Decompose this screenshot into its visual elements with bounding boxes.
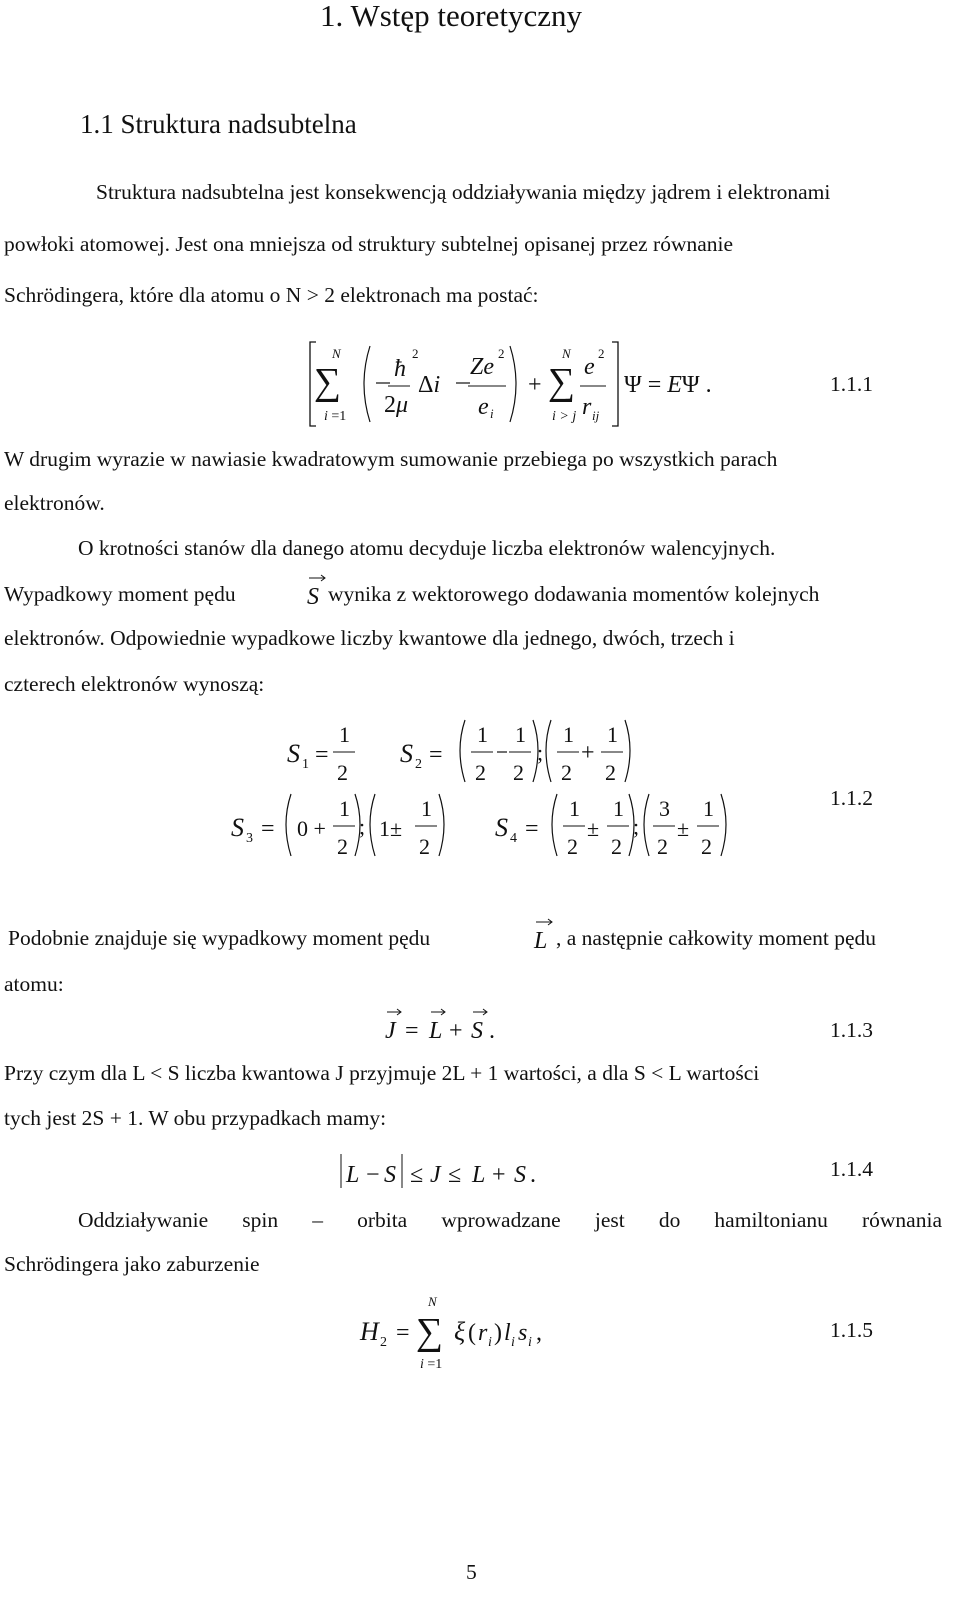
svg-text:1: 1 [515, 722, 526, 747]
svg-text:∑: ∑ [548, 361, 576, 403]
svg-text:S: S [384, 1162, 396, 1188]
svg-text:l: l [504, 1320, 511, 1346]
svg-text:(: ( [468, 1320, 476, 1346]
para2-line2: elektronów. [4, 491, 105, 515]
para1-line1: Struktura nadsubtelna jest konsekwencją oddziaływania między jądrem i elektronami [96, 180, 831, 204]
svg-text:ξ: ξ [454, 1317, 466, 1346]
svg-text:S: S [400, 739, 413, 768]
svg-text:=: = [405, 1018, 419, 1044]
svg-text:4: 4 [510, 831, 517, 846]
para3-line2a: Wypadkowy moment pędu [4, 582, 236, 606]
eq5-number: 1.1.5 [830, 1318, 873, 1342]
chapter-heading: 1. Wstęp teoretyczny [320, 0, 582, 33]
svg-text:.: . [489, 1018, 495, 1044]
eq2-number: 1.1.2 [830, 786, 873, 810]
svg-text:S: S [287, 739, 300, 768]
svg-text:S: S [231, 813, 244, 842]
svg-text:1: 1 [607, 722, 618, 747]
para6-line1 [78, 1208, 942, 1233]
svg-text:;: ; [537, 740, 544, 765]
section-heading: 1.1 Struktura nadsubtelna [80, 109, 357, 139]
svg-text:S: S [471, 1018, 483, 1044]
svg-text:S: S [495, 813, 508, 842]
svg-text:±: ± [677, 816, 690, 841]
svg-text:=: = [261, 816, 275, 842]
para5-line2: tych jest 2S + 1. W obu przypadkach mamy: [4, 1106, 387, 1130]
svg-text:1±: 1± [379, 816, 403, 841]
eq3-number: 1.1.3 [830, 1018, 873, 1042]
svg-text:=: = [429, 742, 443, 768]
para3-line3: elektronów. Odpowiednie wypadkowe liczby kwantowe dla jednego, dwóch, trzech i [4, 626, 735, 650]
svg-text:Ψ = EΨ .: Ψ = EΨ . [624, 372, 712, 398]
svg-text:s: s [518, 1320, 528, 1346]
svg-text:2: 2 [561, 760, 572, 785]
svg-text:2: 2 [567, 834, 578, 859]
svg-text:1: 1 [421, 796, 432, 821]
svg-text:≤: ≤ [410, 1162, 424, 1188]
svg-text:2: 2 [701, 834, 712, 859]
svg-text:1: 1 [339, 796, 350, 821]
eq1-number: 1.1.1 [830, 372, 873, 396]
equation-1-1-3 [383, 1006, 543, 1050]
svg-text:2: 2 [605, 760, 616, 785]
svg-text:J: J [430, 1162, 441, 1188]
svg-text:2: 2 [498, 346, 505, 361]
svg-text:3: 3 [659, 796, 670, 821]
svg-text:1: 1 [569, 796, 580, 821]
svg-text:ħ: ħ [394, 356, 406, 382]
para4-line1b: , a następnie całkowity moment pędu [556, 926, 877, 950]
svg-text:0 +: 0 + [297, 816, 326, 841]
svg-text:r: r [582, 394, 592, 420]
svg-text:Δi: Δi [418, 372, 441, 398]
equation-1-1-4 [338, 1150, 578, 1194]
para6-line2: Schrödingera jako zaburzenie [4, 1252, 260, 1276]
svg-text:2: 2 [337, 834, 348, 859]
svg-text:2: 2 [657, 834, 668, 859]
svg-text:2: 2 [513, 760, 524, 785]
svg-text:S: S [514, 1162, 526, 1188]
svg-text:2: 2 [611, 834, 622, 859]
svg-text:Ze: Ze [470, 354, 494, 380]
para5-line1: Przy czym dla L < S liczba kwantowa J przyjmuje 2L + 1 wartości, a dla S < L wartości [4, 1061, 760, 1085]
svg-text:i > j: i > j [552, 409, 577, 424]
svg-text:2μ: 2μ [384, 392, 409, 418]
para4-line2: atomu: [4, 972, 64, 996]
equation-1-1-1 [300, 338, 920, 448]
svg-text:i: i [488, 1335, 492, 1350]
para6-line1-text: Oddziaływanie spin – orbita wprowadzane jest do hamiltonianu równania [78, 1208, 942, 1232]
svg-text:1: 1 [302, 757, 309, 772]
svg-text:∑: ∑ [416, 1311, 444, 1353]
svg-text:=: = [525, 816, 539, 842]
svg-text:i: i [511, 1335, 515, 1350]
svg-text:e: e [478, 394, 489, 420]
svg-text:3: 3 [246, 831, 253, 846]
svg-text:2: 2 [475, 760, 486, 785]
para1-line3: Schrödingera, które dla atomu o N > 2 elektronach ma postać: [4, 283, 539, 307]
para3-line1: O krotności stanów dla danego atomu decyduje liczba elektronów walencyjnych. [78, 536, 776, 560]
svg-text:i: i [490, 406, 494, 421]
svg-text:N: N [562, 346, 571, 361]
svg-text:N: N [332, 346, 341, 361]
svg-text:H: H [360, 1317, 379, 1346]
svg-text:+: + [492, 1162, 506, 1188]
equation-1-1-5 [358, 1292, 618, 1372]
svg-text:+: + [528, 372, 542, 398]
svg-text:1: 1 [477, 722, 488, 747]
svg-text:.: . [530, 1162, 536, 1188]
svg-text:≤: ≤ [448, 1162, 462, 1188]
svg-text:r: r [478, 1320, 488, 1346]
svg-text:2: 2 [337, 760, 348, 785]
svg-text:1: 1 [703, 796, 714, 821]
para4-line1a: Podobnie znajduje się wypadkowy moment pędu [8, 926, 431, 950]
svg-text:,: , [536, 1320, 542, 1346]
svg-text:L: L [429, 1018, 443, 1044]
svg-text:N: N [428, 1294, 437, 1309]
svg-text:i =1: i =1 [420, 1357, 443, 1372]
svg-text:L: L [472, 1162, 486, 1188]
svg-text:=: = [396, 1320, 410, 1346]
para3-line4: czterech elektronów wynoszą: [4, 672, 265, 696]
svg-text:L: L [346, 1162, 360, 1188]
svg-text:;: ; [359, 814, 366, 839]
svg-text:±: ± [587, 816, 600, 841]
svg-text:S: S [307, 584, 319, 610]
para1-line2: powłoki atomowej. Jest ona mniejsza od struktury subtelnej opisanej przez równanie [4, 232, 734, 256]
svg-text:∑: ∑ [314, 361, 342, 403]
para2-line1: W drugim wyrazie w nawiasie kwadratowym sumowanie przebiega po wszystkich parach [4, 447, 778, 471]
svg-text:2: 2 [598, 346, 605, 361]
svg-text:): ) [494, 1320, 502, 1346]
para3-line2b: wynika z wektorowego dodawania momentów kolejnych [328, 582, 820, 606]
svg-text:ij: ij [592, 408, 600, 423]
svg-text:i: i [528, 1335, 532, 1350]
svg-text:;: ; [633, 814, 640, 839]
svg-text:i =1: i =1 [324, 409, 347, 424]
page-number: 5 [466, 1560, 477, 1584]
svg-text:e: e [584, 354, 595, 380]
svg-text:2: 2 [380, 1335, 387, 1350]
svg-text:=: = [315, 742, 329, 768]
svg-text:2: 2 [419, 834, 430, 859]
svg-text:L: L [534, 928, 548, 954]
svg-text:1: 1 [563, 722, 574, 747]
svg-text:2: 2 [415, 757, 422, 772]
svg-text:2: 2 [412, 346, 419, 361]
svg-text:+: + [581, 740, 595, 766]
svg-text:J: J [385, 1018, 396, 1044]
eq4-number: 1.1.4 [830, 1157, 873, 1181]
equation-1-1-2 [225, 712, 785, 882]
svg-text:1: 1 [613, 796, 624, 821]
svg-text:+: + [449, 1018, 463, 1044]
svg-text:1: 1 [339, 722, 350, 747]
svg-text:−: − [366, 1162, 380, 1188]
